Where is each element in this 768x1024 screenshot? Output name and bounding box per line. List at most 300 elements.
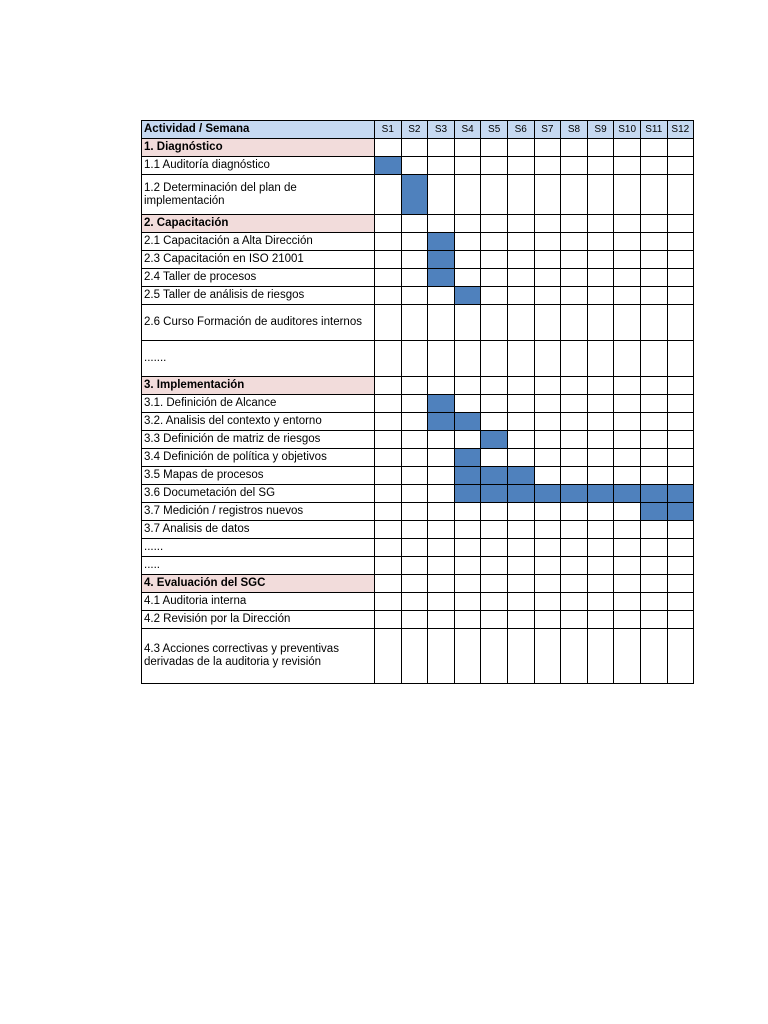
gantt-empty-cell xyxy=(428,629,455,684)
gantt-empty-cell xyxy=(481,503,508,521)
gantt-bar-cell xyxy=(454,287,481,305)
gantt-empty-cell xyxy=(534,629,561,684)
gantt-empty-cell xyxy=(507,575,534,593)
gantt-empty-cell xyxy=(401,157,428,175)
gantt-empty-cell xyxy=(481,287,508,305)
gantt-empty-cell xyxy=(454,139,481,157)
header-row xyxy=(142,121,694,139)
gantt-empty-cell xyxy=(534,157,561,175)
gantt-empty-cell xyxy=(640,251,667,269)
gantt-empty-cell xyxy=(614,233,641,251)
gantt-empty-cell xyxy=(561,251,588,269)
activity-label: 2.5 Taller de análisis de riesgos xyxy=(142,287,375,305)
gantt-empty-cell xyxy=(534,611,561,629)
gantt-empty-cell xyxy=(640,305,667,341)
gantt-empty-cell xyxy=(561,611,588,629)
gantt-empty-cell xyxy=(561,575,588,593)
gantt-empty-cell xyxy=(561,215,588,233)
week-header: S3 xyxy=(428,121,455,139)
gantt-empty-cell xyxy=(561,175,588,215)
activity-row xyxy=(142,269,694,287)
gantt-empty-cell xyxy=(507,593,534,611)
gantt-empty-cell xyxy=(481,269,508,287)
gantt-bar-cell xyxy=(587,485,614,503)
gantt-empty-cell xyxy=(587,629,614,684)
gantt-empty-cell xyxy=(640,139,667,157)
gantt-empty-cell xyxy=(614,539,641,557)
gantt-empty-cell xyxy=(561,377,588,395)
gantt-empty-cell xyxy=(561,157,588,175)
gantt-empty-cell xyxy=(375,139,402,157)
gantt-empty-cell xyxy=(534,539,561,557)
gantt-empty-cell xyxy=(401,413,428,431)
gantt-empty-cell xyxy=(561,431,588,449)
gantt-empty-cell xyxy=(587,395,614,413)
gantt-bar-cell xyxy=(428,269,455,287)
gantt-empty-cell xyxy=(454,539,481,557)
gantt-empty-cell xyxy=(640,157,667,175)
gantt-empty-cell xyxy=(507,395,534,413)
gantt-empty-cell xyxy=(534,431,561,449)
gantt-empty-cell xyxy=(614,251,641,269)
activity-label: 1.2 Determinación del plan de implementación xyxy=(142,175,375,215)
gantt-empty-cell xyxy=(534,449,561,467)
gantt-empty-cell xyxy=(375,503,402,521)
gantt-empty-cell xyxy=(507,233,534,251)
gantt-empty-cell xyxy=(428,467,455,485)
section-label: 1. Diagnóstico xyxy=(142,139,375,157)
gantt-empty-cell xyxy=(454,557,481,575)
week-header: S5 xyxy=(481,121,508,139)
gantt-empty-cell xyxy=(561,467,588,485)
activity-row xyxy=(142,503,694,521)
activity-row xyxy=(142,557,694,575)
section-label: 2. Capacitación xyxy=(142,215,375,233)
gantt-empty-cell xyxy=(507,139,534,157)
gantt-empty-cell xyxy=(614,377,641,395)
gantt-bar-cell xyxy=(454,449,481,467)
gantt-empty-cell xyxy=(614,175,641,215)
gantt-empty-cell xyxy=(401,593,428,611)
gantt-empty-cell xyxy=(401,503,428,521)
gantt-bar-cell xyxy=(454,485,481,503)
gantt-empty-cell xyxy=(375,575,402,593)
week-header: S7 xyxy=(534,121,561,139)
activity-row xyxy=(142,593,694,611)
activity-row xyxy=(142,251,694,269)
gantt-empty-cell xyxy=(614,431,641,449)
gantt-empty-cell xyxy=(640,539,667,557)
gantt-empty-cell xyxy=(587,611,614,629)
gantt-empty-cell xyxy=(534,503,561,521)
activity-row xyxy=(142,305,694,341)
gantt-bar-cell xyxy=(507,467,534,485)
gantt-empty-cell xyxy=(401,305,428,341)
gantt-empty-cell xyxy=(534,215,561,233)
gantt-empty-cell xyxy=(640,287,667,305)
gantt-empty-cell xyxy=(375,521,402,539)
gantt-empty-cell xyxy=(507,557,534,575)
gantt-empty-cell xyxy=(481,215,508,233)
gantt-empty-cell xyxy=(534,377,561,395)
activity-header: Actividad / Semana xyxy=(142,121,375,139)
gantt-empty-cell xyxy=(614,521,641,539)
gantt-bar-cell xyxy=(614,485,641,503)
gantt-empty-cell xyxy=(481,139,508,157)
gantt-empty-cell xyxy=(667,395,694,413)
gantt-empty-cell xyxy=(561,521,588,539)
gantt-empty-cell xyxy=(614,449,641,467)
gantt-empty-cell xyxy=(640,215,667,233)
gantt-empty-cell xyxy=(428,175,455,215)
gantt-empty-cell xyxy=(561,413,588,431)
activity-label: ..... xyxy=(142,557,375,575)
gantt-empty-cell xyxy=(454,341,481,377)
gantt-empty-cell xyxy=(481,521,508,539)
gantt-empty-cell xyxy=(454,593,481,611)
gantt-empty-cell xyxy=(534,269,561,287)
gantt-empty-cell xyxy=(640,341,667,377)
gantt-bar-cell xyxy=(640,485,667,503)
gantt-empty-cell xyxy=(534,287,561,305)
gantt-empty-cell xyxy=(401,251,428,269)
gantt-empty-cell xyxy=(428,139,455,157)
gantt-bar-cell xyxy=(667,503,694,521)
section-label: 3. Implementación xyxy=(142,377,375,395)
gantt-empty-cell xyxy=(640,575,667,593)
gantt-empty-cell xyxy=(534,575,561,593)
section-row xyxy=(142,215,694,233)
gantt-empty-cell xyxy=(428,305,455,341)
gantt-bar-cell xyxy=(428,395,455,413)
gantt-empty-cell xyxy=(375,341,402,377)
gantt-empty-cell xyxy=(667,269,694,287)
week-header: S4 xyxy=(454,121,481,139)
gantt-empty-cell xyxy=(587,157,614,175)
gantt-empty-cell xyxy=(534,233,561,251)
activity-row xyxy=(142,413,694,431)
gantt-empty-cell xyxy=(375,413,402,431)
gantt-empty-cell xyxy=(667,251,694,269)
activity-label: 3.6 Documetación del SG xyxy=(142,485,375,503)
gantt-empty-cell xyxy=(481,539,508,557)
gantt-empty-cell xyxy=(614,467,641,485)
gantt-empty-cell xyxy=(614,341,641,377)
activity-row xyxy=(142,485,694,503)
section-row xyxy=(142,575,694,593)
gantt-empty-cell xyxy=(375,557,402,575)
gantt-empty-cell xyxy=(428,611,455,629)
gantt-empty-cell xyxy=(428,521,455,539)
gantt-empty-cell xyxy=(667,341,694,377)
gantt-empty-cell xyxy=(375,539,402,557)
gantt-bar-cell xyxy=(428,251,455,269)
gantt-empty-cell xyxy=(401,449,428,467)
activity-label: 3.3 Definición de matriz de riesgos xyxy=(142,431,375,449)
gantt-empty-cell xyxy=(481,395,508,413)
gantt-empty-cell xyxy=(375,287,402,305)
gantt-empty-cell xyxy=(640,269,667,287)
gantt-empty-cell xyxy=(375,449,402,467)
activity-label: 1.1 Auditoría diagnóstico xyxy=(142,157,375,175)
activity-label: 3.5 Mapas de procesos xyxy=(142,467,375,485)
gantt-empty-cell xyxy=(481,629,508,684)
gantt-empty-cell xyxy=(561,503,588,521)
activity-label: 2.1 Capacitación a Alta Dirección xyxy=(142,233,375,251)
gantt-empty-cell xyxy=(507,175,534,215)
gantt-empty-cell xyxy=(454,269,481,287)
gantt-empty-cell xyxy=(534,467,561,485)
gantt-empty-cell xyxy=(587,251,614,269)
gantt-empty-cell xyxy=(587,413,614,431)
gantt-empty-cell xyxy=(401,431,428,449)
gantt-empty-cell xyxy=(614,215,641,233)
gantt-empty-cell xyxy=(507,521,534,539)
activity-row xyxy=(142,539,694,557)
activity-row xyxy=(142,467,694,485)
gantt-empty-cell xyxy=(561,593,588,611)
gantt-empty-cell xyxy=(401,629,428,684)
gantt-empty-cell xyxy=(587,305,614,341)
gantt-empty-cell xyxy=(614,575,641,593)
gantt-empty-cell xyxy=(561,557,588,575)
gantt-empty-cell xyxy=(614,305,641,341)
activity-row xyxy=(142,157,694,175)
gantt-empty-cell xyxy=(640,557,667,575)
gantt-empty-cell xyxy=(375,215,402,233)
gantt-empty-cell xyxy=(534,305,561,341)
week-header: S6 xyxy=(507,121,534,139)
gantt-empty-cell xyxy=(375,269,402,287)
gantt-bar-cell xyxy=(534,485,561,503)
gantt-empty-cell xyxy=(401,611,428,629)
gantt-empty-cell xyxy=(587,467,614,485)
gantt-empty-cell xyxy=(454,157,481,175)
gantt-empty-cell xyxy=(667,521,694,539)
gantt-empty-cell xyxy=(587,431,614,449)
gantt-empty-cell xyxy=(481,341,508,377)
gantt-empty-cell xyxy=(401,233,428,251)
gantt-empty-cell xyxy=(640,629,667,684)
gantt-empty-cell xyxy=(561,629,588,684)
gantt-empty-cell xyxy=(587,139,614,157)
activity-label: 4.1 Auditoria interna xyxy=(142,593,375,611)
gantt-empty-cell xyxy=(507,413,534,431)
gantt-empty-cell xyxy=(454,251,481,269)
gantt-empty-cell xyxy=(428,449,455,467)
gantt-empty-cell xyxy=(667,139,694,157)
gantt-empty-cell xyxy=(667,431,694,449)
gantt-empty-cell xyxy=(561,449,588,467)
gantt-empty-cell xyxy=(587,503,614,521)
gantt-empty-cell xyxy=(401,485,428,503)
gantt-empty-cell xyxy=(667,449,694,467)
gantt-bar-cell xyxy=(667,485,694,503)
gantt-empty-cell xyxy=(534,593,561,611)
gantt-empty-cell xyxy=(587,593,614,611)
week-header: S8 xyxy=(561,121,588,139)
gantt-empty-cell xyxy=(454,175,481,215)
activity-label: 2.3 Capacitación en ISO 21001 xyxy=(142,251,375,269)
gantt-empty-cell xyxy=(454,233,481,251)
gantt-empty-cell xyxy=(428,539,455,557)
gantt-empty-cell xyxy=(587,539,614,557)
activity-row xyxy=(142,431,694,449)
gantt-bar-cell xyxy=(454,413,481,431)
gantt-empty-cell xyxy=(561,233,588,251)
gantt-empty-cell xyxy=(534,139,561,157)
gantt-empty-cell xyxy=(507,611,534,629)
gantt-empty-cell xyxy=(481,557,508,575)
gantt-empty-cell xyxy=(401,575,428,593)
gantt-table xyxy=(141,120,694,684)
gantt-empty-cell xyxy=(375,431,402,449)
gantt-empty-cell xyxy=(667,287,694,305)
activity-label: 2.4 Taller de procesos xyxy=(142,269,375,287)
gantt-empty-cell xyxy=(481,413,508,431)
gantt-empty-cell xyxy=(401,287,428,305)
gantt-empty-cell xyxy=(561,139,588,157)
gantt-empty-cell xyxy=(534,557,561,575)
gantt-empty-cell xyxy=(401,395,428,413)
gantt-empty-cell xyxy=(401,557,428,575)
gantt-empty-cell xyxy=(534,413,561,431)
gantt-bar-cell xyxy=(507,485,534,503)
gantt-empty-cell xyxy=(375,467,402,485)
gantt-empty-cell xyxy=(587,575,614,593)
gantt-empty-cell xyxy=(375,175,402,215)
gantt-empty-cell xyxy=(507,287,534,305)
gantt-empty-cell xyxy=(640,233,667,251)
gantt-empty-cell xyxy=(454,395,481,413)
activity-label: 2.6 Curso Formación de auditores internos xyxy=(142,305,375,341)
gantt-empty-cell xyxy=(534,251,561,269)
gantt-empty-cell xyxy=(507,305,534,341)
gantt-empty-cell xyxy=(428,287,455,305)
gantt-empty-cell xyxy=(428,157,455,175)
activity-row xyxy=(142,611,694,629)
activity-row xyxy=(142,629,694,684)
gantt-empty-cell xyxy=(667,539,694,557)
gantt-empty-cell xyxy=(667,629,694,684)
activity-label: 3.4 Definición de política y objetivos xyxy=(142,449,375,467)
gantt-empty-cell xyxy=(614,611,641,629)
week-header: S9 xyxy=(587,121,614,139)
gantt-empty-cell xyxy=(454,377,481,395)
gantt-empty-cell xyxy=(640,611,667,629)
gantt-bar-cell xyxy=(428,413,455,431)
gantt-empty-cell xyxy=(507,377,534,395)
gantt-empty-cell xyxy=(428,593,455,611)
gantt-empty-cell xyxy=(587,269,614,287)
gantt-empty-cell xyxy=(481,449,508,467)
gantt-empty-cell xyxy=(375,611,402,629)
gantt-empty-cell xyxy=(587,341,614,377)
gantt-empty-cell xyxy=(428,503,455,521)
gantt-empty-cell xyxy=(507,431,534,449)
activity-label: 4.2 Revisión por la Dirección xyxy=(142,611,375,629)
gantt-empty-cell xyxy=(667,377,694,395)
activity-row xyxy=(142,341,694,377)
week-header: S1 xyxy=(375,121,402,139)
gantt-empty-cell xyxy=(507,449,534,467)
gantt-body xyxy=(142,139,694,684)
gantt-empty-cell xyxy=(428,341,455,377)
gantt-empty-cell xyxy=(401,377,428,395)
gantt-empty-cell xyxy=(481,377,508,395)
gantt-empty-cell xyxy=(667,175,694,215)
activity-row xyxy=(142,287,694,305)
gantt-empty-cell xyxy=(375,377,402,395)
gantt-empty-cell xyxy=(614,139,641,157)
gantt-empty-cell xyxy=(640,467,667,485)
gantt-empty-cell xyxy=(454,431,481,449)
gantt-empty-cell xyxy=(640,593,667,611)
week-header: S12 xyxy=(667,121,694,139)
gantt-empty-cell xyxy=(614,557,641,575)
gantt-empty-cell xyxy=(667,575,694,593)
gantt-empty-cell xyxy=(640,449,667,467)
gantt-empty-cell xyxy=(614,503,641,521)
gantt-empty-cell xyxy=(561,395,588,413)
gantt-empty-cell xyxy=(667,557,694,575)
gantt-empty-cell xyxy=(375,485,402,503)
gantt-empty-cell xyxy=(375,629,402,684)
gantt-empty-cell xyxy=(428,575,455,593)
gantt-empty-cell xyxy=(614,413,641,431)
gantt-bar-cell xyxy=(454,467,481,485)
activity-label: 3.1. Definición de Alcance xyxy=(142,395,375,413)
gantt-empty-cell xyxy=(667,467,694,485)
week-header: S10 xyxy=(614,121,641,139)
week-header: S11 xyxy=(640,121,667,139)
activity-row xyxy=(142,233,694,251)
gantt-empty-cell xyxy=(640,431,667,449)
gantt-empty-cell xyxy=(640,377,667,395)
activity-label: ...... xyxy=(142,539,375,557)
activity-row xyxy=(142,521,694,539)
gantt-empty-cell xyxy=(534,341,561,377)
gantt-empty-cell xyxy=(401,539,428,557)
gantt-bar-cell xyxy=(481,467,508,485)
gantt-empty-cell xyxy=(481,157,508,175)
activity-label: 3.7 Analisis de datos xyxy=(142,521,375,539)
gantt-empty-cell xyxy=(534,521,561,539)
gantt-empty-cell xyxy=(481,175,508,215)
gantt-empty-cell xyxy=(561,305,588,341)
gantt-empty-cell xyxy=(454,305,481,341)
gantt-empty-cell xyxy=(375,233,402,251)
gantt-empty-cell xyxy=(561,341,588,377)
gantt-empty-cell xyxy=(454,503,481,521)
gantt-bar-cell xyxy=(481,431,508,449)
activity-row xyxy=(142,175,694,215)
gantt-empty-cell xyxy=(667,305,694,341)
gantt-empty-cell xyxy=(507,629,534,684)
gantt-empty-cell xyxy=(640,413,667,431)
gantt-empty-cell xyxy=(507,251,534,269)
gantt-bar-cell xyxy=(640,503,667,521)
gantt-bar-cell xyxy=(561,485,588,503)
gantt-empty-cell xyxy=(507,503,534,521)
gantt-empty-cell xyxy=(481,611,508,629)
activity-label: 3.7 Medición / registros nuevos xyxy=(142,503,375,521)
gantt-empty-cell xyxy=(507,215,534,233)
gantt-empty-cell xyxy=(428,215,455,233)
gantt-bar-cell xyxy=(401,175,428,215)
gantt-empty-cell xyxy=(640,175,667,215)
gantt-empty-cell xyxy=(534,395,561,413)
